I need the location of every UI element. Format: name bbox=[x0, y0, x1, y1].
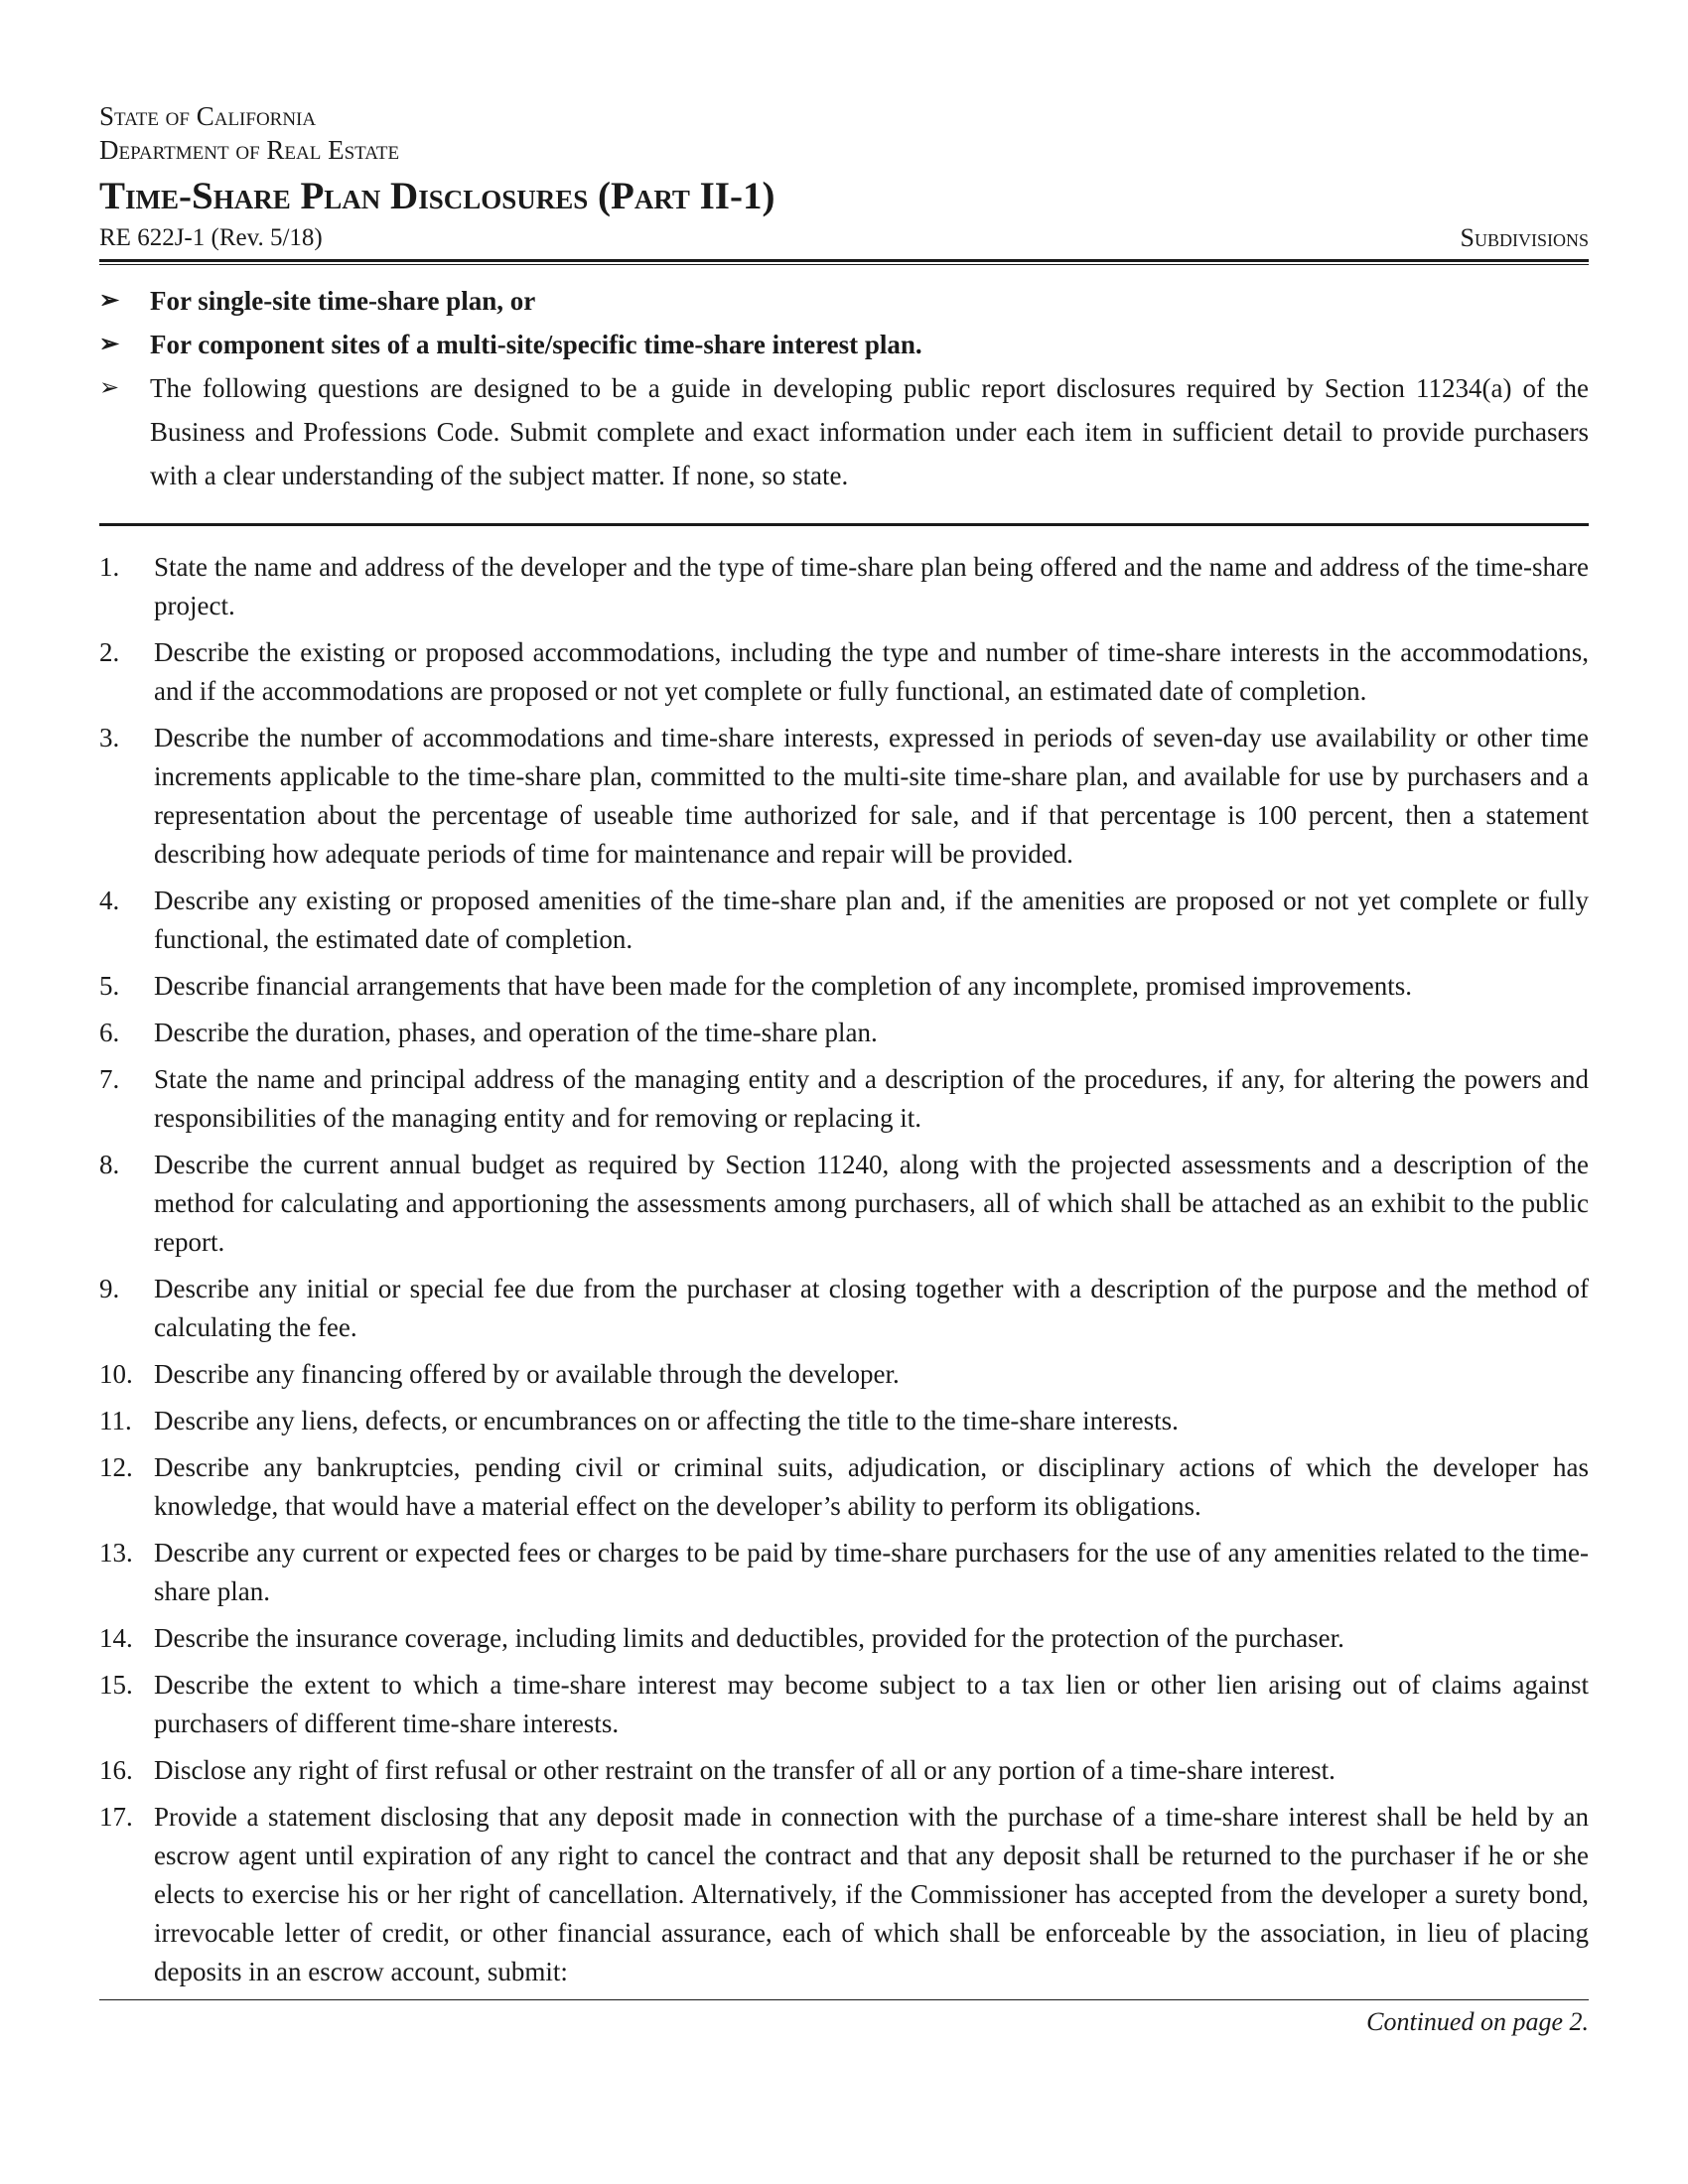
list-item bbox=[99, 882, 1589, 959]
list-item bbox=[99, 1448, 1589, 1526]
item-number: 14. bbox=[99, 1623, 133, 1653]
item-number: 6. bbox=[99, 1018, 120, 1047]
item-text: Describe any financing offered by or available through the developer. bbox=[154, 1359, 900, 1389]
item-text: Describe the extent to which a time-share interest may become subject to a tax lien or other lien arising out of claims against purchasers of different time-share interests. bbox=[154, 1670, 1589, 1738]
disclosure-items bbox=[99, 548, 1589, 1991]
list-item bbox=[99, 1619, 1589, 1658]
list-item bbox=[99, 1355, 1589, 1394]
item-number: 11. bbox=[99, 1406, 132, 1435]
page-title: Time-Share Plan Disclosures (Part II-1) bbox=[99, 175, 775, 217]
bullet-text: The following questions are designed to be a guide in developing public report disclosures required by Section 11234(a) of the Business and Professions Code. Submit complete and exact information under each item in sufficient detail to provide purchasers with a clear understanding of the subject matter. If none, so state. bbox=[150, 373, 1589, 490]
bullet-item bbox=[99, 279, 1589, 323]
item-number: 16. bbox=[99, 1755, 133, 1785]
item-number: 15. bbox=[99, 1670, 133, 1700]
list-item bbox=[99, 1014, 1589, 1052]
item-text: State the name and principal address of the managing entity and a description of the procedures, if any, for altering the powers and responsibilities of the managing entity and for removing or replacing it. bbox=[154, 1064, 1589, 1133]
list-item bbox=[99, 1666, 1589, 1743]
arrow-bullet-icon: ➢ bbox=[99, 288, 120, 314]
continued-note: Continued on page 2. bbox=[1366, 2007, 1589, 2036]
item-number: 17. bbox=[99, 1802, 133, 1832]
list-item bbox=[99, 967, 1589, 1006]
header-divider bbox=[99, 259, 1589, 265]
form-info-row bbox=[99, 222, 1589, 259]
item-number: 8. bbox=[99, 1150, 120, 1179]
item-text: Disclose any right of first refusal or other restraint on the transfer of all or any portion of a time-share interest. bbox=[154, 1755, 1336, 1785]
bullet-item bbox=[99, 323, 1589, 366]
list-item bbox=[99, 1402, 1589, 1440]
item-number: 13. bbox=[99, 1538, 133, 1568]
item-text: Describe the duration, phases, and operation of the time-share plan. bbox=[154, 1018, 878, 1047]
footer-divider bbox=[99, 1999, 1589, 2000]
document-page bbox=[99, 99, 1589, 2040]
item-number: 10. bbox=[99, 1359, 133, 1389]
item-text: Describe the insurance coverage, including limits and deductibles, provided for the protection of the purchaser. bbox=[154, 1623, 1344, 1653]
bullet-item bbox=[99, 366, 1589, 497]
item-number: 2. bbox=[99, 637, 120, 667]
bullet-text: For single-site time-share plan, or bbox=[150, 286, 536, 316]
list-item bbox=[99, 1798, 1589, 1991]
list-item bbox=[99, 548, 1589, 625]
item-number: 4. bbox=[99, 886, 120, 915]
department-name: Department of Real Estate bbox=[99, 135, 400, 165]
item-text: Describe any current or expected fees or charges to be paid by time-share purchasers for the use of any amenities related to the time-share plan. bbox=[154, 1538, 1589, 1606]
instruction-bullets bbox=[99, 279, 1589, 497]
item-number: 9. bbox=[99, 1274, 120, 1303]
form-category: Subdivisions bbox=[1460, 223, 1589, 252]
arrow-bullet-icon: ➢ bbox=[99, 332, 120, 357]
item-text: Describe any initial or special fee due from the purchaser at closing together with a description of the purpose and the method of calculating the fee. bbox=[154, 1274, 1589, 1342]
list-item bbox=[99, 1060, 1589, 1138]
item-number: 7. bbox=[99, 1064, 120, 1094]
item-text: Describe the existing or proposed accommodations, including the type and number of time-share interests in the accommodations, and if the accommodations are proposed or not yet complete or fully functional, an estimated date of completion. bbox=[154, 637, 1589, 706]
item-text: State the name and address of the developer and the type of time-share plan being offered and the name and address of the time-share project. bbox=[154, 552, 1589, 620]
item-text: Describe any existing or proposed amenities of the time-share plan and, if the amenities are proposed or not yet complete or fully functional, the estimated date of completion. bbox=[154, 886, 1589, 954]
item-text: Describe any bankruptcies, pending civil or criminal suits, adjudication, or disciplinary actions of which the developer has knowledge, that would have a material effect on the developer’s ability to perform its obligations. bbox=[154, 1452, 1589, 1521]
item-number: 5. bbox=[99, 971, 120, 1001]
item-number: 12. bbox=[99, 1452, 133, 1482]
bullet-text: For component sites of a multi-site/specific time-share interest plan. bbox=[150, 330, 922, 359]
item-text: Describe the number of accommodations and time-share interests, expressed in periods of seven-day use availability or other time increments applicable to the time-share plan, committed to the multi-site time-share plan, and available for use by purchasers and a representation about the percentage of useable time authorized for sale, and if that percentage is 100 percent, then a statement describing how adequate periods of time for maintenance and repair will be provided. bbox=[154, 723, 1589, 869]
list-item bbox=[99, 1146, 1589, 1262]
list-item bbox=[99, 633, 1589, 711]
item-text: Provide a statement disclosing that any deposit made in connection with the purchase of a time-share interest shall be held by an escrow agent until expiration of any right to cancel the contract and that any deposit shall be returned to the purchaser if he or she elects to exercise his or her right of cancellation. Alternatively, if the Commissioner has accepted from the developer a surety bond, irrevocable letter of credit, or other financial assurance, each of which shall be enforceable by the association, in lieu of placing deposits in an escrow account, submit: bbox=[154, 1802, 1589, 1986]
item-text: Describe any liens, defects, or encumbrances on or affecting the title to the time-share interests. bbox=[154, 1406, 1179, 1435]
list-item bbox=[99, 719, 1589, 874]
list-item bbox=[99, 1751, 1589, 1790]
item-number: 3. bbox=[99, 723, 120, 752]
section-divider bbox=[99, 523, 1589, 526]
item-number: 1. bbox=[99, 552, 120, 582]
state-name: State of California bbox=[99, 101, 317, 131]
item-text: Describe financial arrangements that have been made for the completion of any incomplete, promised improvements. bbox=[154, 971, 1413, 1001]
list-item bbox=[99, 1534, 1589, 1611]
item-text: Describe the current annual budget as required by Section 11240, along with the projected assessments and a description of the method for calculating and apportioning the assessments among purchasers, all of which shall be attached as an exhibit to the public report. bbox=[154, 1150, 1589, 1257]
list-item bbox=[99, 1270, 1589, 1347]
form-number: RE 622J-1 (Rev. 5/18) bbox=[99, 224, 323, 251]
arrow-bullet-icon: ➢ bbox=[99, 375, 120, 401]
